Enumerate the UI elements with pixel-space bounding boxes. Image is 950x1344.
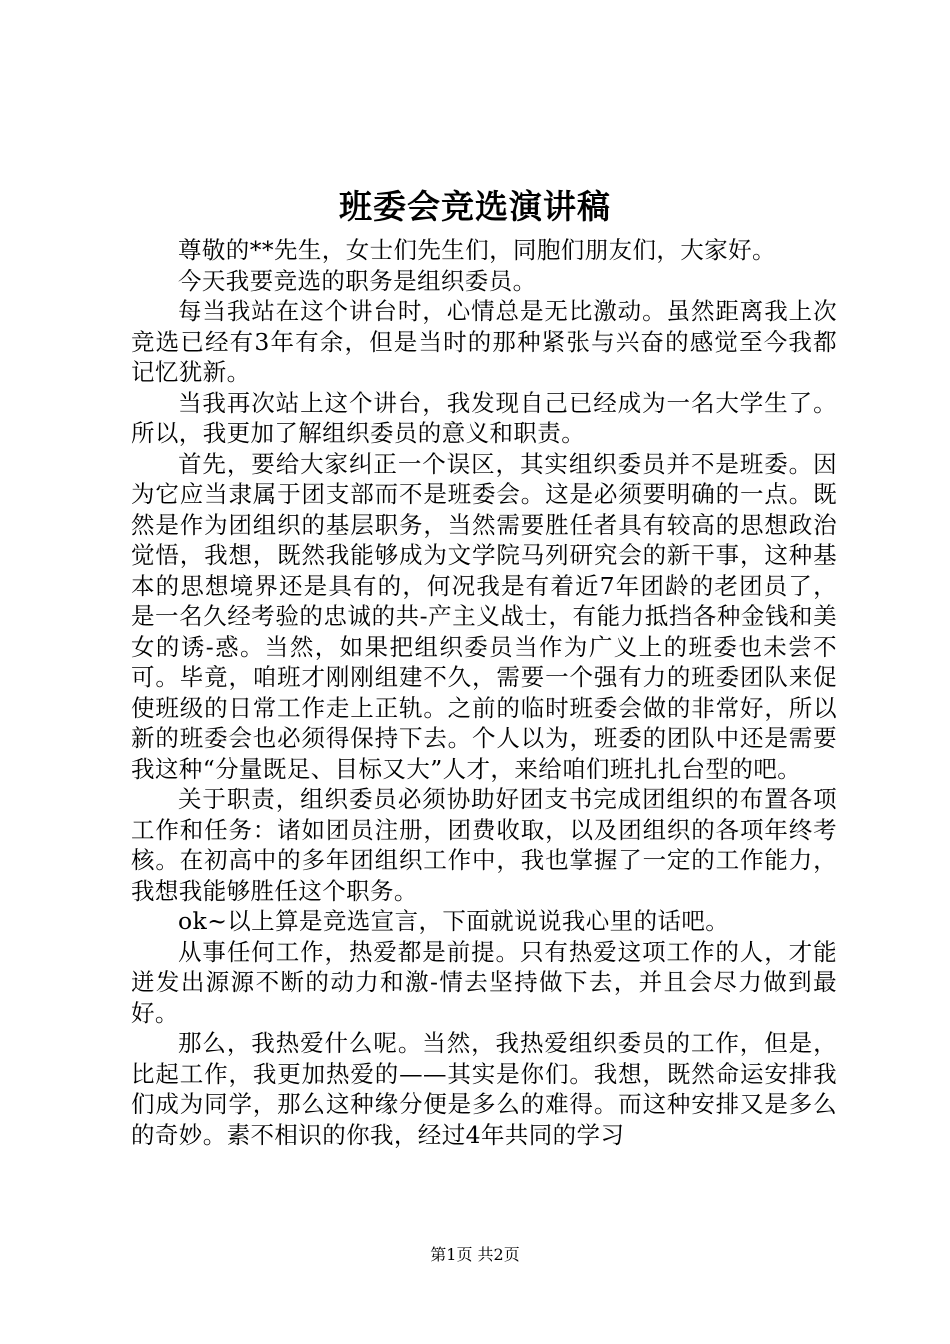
paragraph-greeting: 尊敬的**先生，女士们先生们，同胞们朋友们，大家好。 <box>178 236 776 264</box>
page-footer: 第1页 共2页 <box>430 1245 520 1264</box>
paragraph-university: 当我再次站上这个讲台，我发现自己已经成为一名大学生了。所以，我更加了解组织委员的意义和职责。 <box>131 388 837 447</box>
paragraph-passion: 从事任何工作，热爱都是前提。只有热爱这项工作的人，才能迸发出源源不断的动力和激-情去坚持做下去，并且会尽力做到最好。 <box>131 937 837 1027</box>
paragraph-duties: 关于职责，组织委员必须协助好团支书完成团组织的布置各项工作和任务：诸如团员注册，团费收取，以及团组织的各项年终考核。在初高中的多年团组织工作中，我也掌握了一定的工作能力，我想我能够胜任这个职务。 <box>131 785 837 905</box>
paragraph-position: 今天我要竞选的职务是组织委员。 <box>178 266 537 295</box>
paragraph-love: 那么，我热爱什么呢。当然，我热爱组织委员的工作，但是，比起工作，我更加热爱的——其实是你们。我想，既然命运安排我们成为同学，那么这种缘分便是多么的难得。而这种安排又是多么的奇妙。素不相识的你我，经过4年共同的学习 <box>131 1029 837 1149</box>
document-body <box>131 235 837 1150</box>
paragraph-excitement: 每当我站在这个讲台时，心情总是无比激动。虽然距离我上次竞选已经有3年有余，但是当时的那种紧张与兴奋的感觉至今我都记忆犹新。 <box>131 297 837 386</box>
document-title: 班委会竞选演讲稿 <box>339 187 611 226</box>
paragraph-clarification: 首先，要给大家纠正一个误区，其实组织委员并不是班委。因为它应当隶属于团支部而不是班委会。这是必须要明确的一点。既然是作为团组织的基层职务，当然需要胜任者具有较高的思想政治觉悟，我想，既然我能够成为文学院马列研究会的新干事，这种基本的思想境界还是具有的，何况我是有着近7年团龄的老团员了，是一名久经考验的忠诚的共-产主义战士，有能力抵挡各种金钱和美女的诱-惑。当然，如果把组织委员当作为广义上的班委也未尝不可。毕竟，咱班才刚刚组建不久，需要一个强有力的班委团队来促使班级的日常工作走上正轨。之前的临时班委会做的非常好，所以新的班委会也必须得保持下去。个人以为，班委的团队中还是需要我这种“分量既足、目标又大”人才，来给咱们班扎扎台型的吧。 <box>131 449 837 783</box>
paragraph-transition: ok~以上算是竞选宣言，下面就说说我心里的话吧。 <box>178 907 730 935</box>
